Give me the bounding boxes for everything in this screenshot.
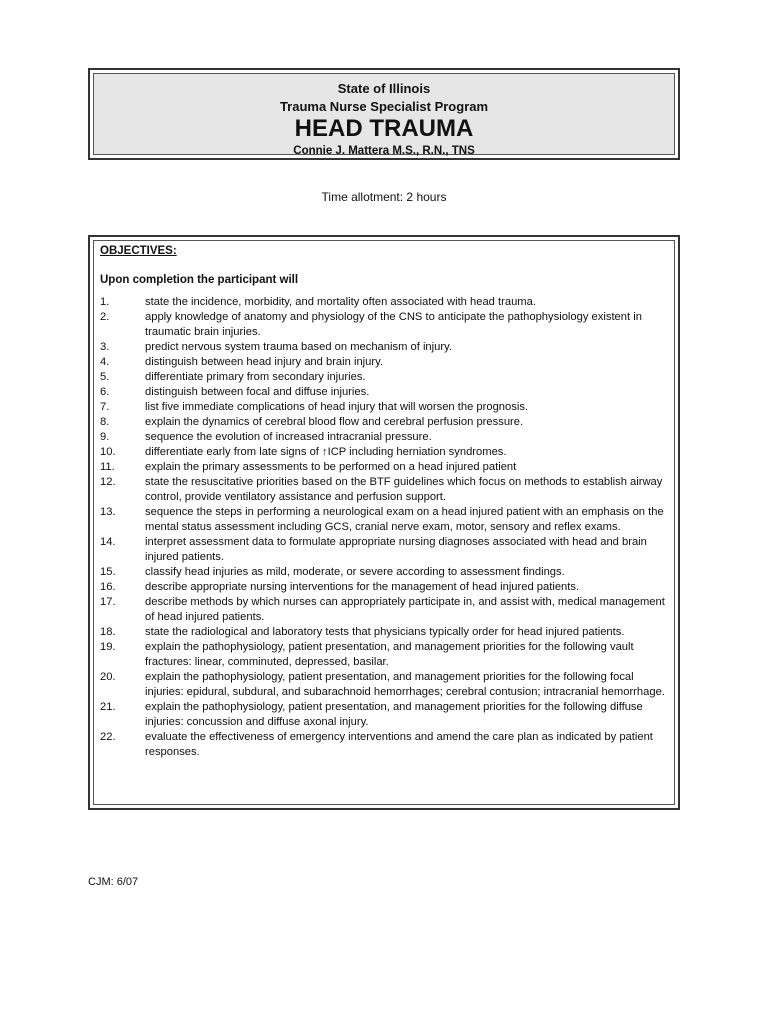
objective-text: describe methods by which nurses can appropriately participate in, and assist with, medical management of head injured patients.	[145, 596, 665, 623]
objective-item	[100, 700, 668, 730]
objective-item	[100, 385, 668, 400]
objective-item	[100, 625, 668, 640]
objective-item	[100, 400, 668, 415]
objective-text: state the incidence, morbidity, and mortality often associated with head trauma.	[145, 296, 536, 308]
title-panel	[93, 73, 675, 155]
objective-item	[100, 460, 668, 475]
objective-text: state the resuscitative priorities based on the BTF guidelines which focus on methods to establish airway control, provide ventilatory assistance and perfusion support.	[145, 476, 663, 503]
objective-item	[100, 415, 668, 430]
objectives-intro: Upon completion the participant will	[100, 274, 299, 286]
objective-number: 17.	[100, 596, 116, 608]
objective-number: 18.	[100, 626, 116, 638]
objective-item	[100, 730, 668, 760]
objective-number: 2.	[100, 311, 110, 323]
objective-number: 13.	[100, 506, 116, 518]
objective-number: 10.	[100, 446, 116, 458]
author-line: Connie J. Mattera M.S., R.N., TNS	[293, 145, 475, 157]
objective-number: 7.	[100, 401, 110, 413]
objective-item	[100, 505, 668, 535]
footer-revision: CJM: 6/07	[88, 876, 139, 888]
objective-item	[100, 310, 668, 340]
objective-text: explain the pathophysiology, patient presentation, and management priorities for the following focal injuries: epidural, subdural, and subarachnoid hemorrhages; cerebral contusion; intracranial hemorrhage.	[145, 671, 665, 698]
objective-number: 6.	[100, 386, 110, 398]
state-line: State of Illinois	[337, 81, 431, 96]
objective-number: 11.	[100, 461, 115, 473]
objective-number: 21.	[100, 701, 116, 713]
objective-number: 1.	[100, 296, 110, 308]
document-title: HEAD TRAUMA	[294, 115, 474, 142]
objective-item	[100, 430, 668, 445]
objective-item	[100, 565, 668, 580]
time-allotment: Time allotment: 2 hours	[321, 190, 447, 204]
objective-item	[100, 580, 668, 595]
objective-text: explain the pathophysiology, patient presentation, and management priorities for the following vault fractures: linear, comminuted, depressed, basilar.	[145, 641, 634, 668]
objective-text: interpret assessment data to formulate appropriate nursing diagnoses associated with head and brain injured patients.	[145, 536, 647, 563]
objective-text: distinguish between focal and diffuse injuries.	[145, 386, 370, 398]
objective-number: 4.	[100, 356, 110, 368]
objectives-heading: OBJECTIVES:	[100, 245, 177, 257]
objective-text: explain the primary assessments to be performed on a head injured patient	[145, 461, 517, 473]
objective-text: explain the dynamics of cerebral blood flow and cerebral perfusion pressure.	[145, 416, 524, 428]
objective-number: 16.	[100, 581, 116, 593]
objective-number: 15.	[100, 566, 116, 578]
objective-item	[100, 445, 668, 460]
objective-item	[100, 535, 668, 565]
objective-number: 19.	[100, 641, 116, 653]
objective-number: 22.	[100, 731, 116, 743]
objective-text: describe appropriate nursing interventions for the management of head injured patients.	[145, 581, 580, 593]
objective-number: 5.	[100, 371, 110, 383]
objective-text: state the radiological and laboratory tests that physicians typically order for head injured patients.	[145, 626, 625, 638]
objective-text: explain the pathophysiology, patient presentation, and management priorities for the following diffuse injuries: concussion and diffuse axonal injury.	[145, 701, 643, 728]
objective-number: 8.	[100, 416, 110, 428]
objective-text: classify head injuries as mild, moderate, or severe according to assessment findings.	[145, 566, 565, 578]
objective-item	[100, 370, 668, 385]
objective-text: predict nervous system trauma based on mechanism of injury.	[145, 341, 452, 353]
objective-text: distinguish between head injury and brain injury.	[145, 356, 383, 368]
objective-item	[100, 670, 668, 700]
objective-text: sequence the evolution of increased intracranial pressure.	[145, 431, 432, 443]
objective-text: differentiate primary from secondary injuries.	[145, 371, 366, 383]
program-line: Trauma Nurse Specialist Program	[279, 99, 489, 114]
objective-item	[100, 640, 668, 670]
objective-text: evaluate the effectiveness of emergency interventions and amend the care plan as indicated by patient responses.	[145, 731, 653, 758]
objectives-box	[88, 235, 680, 810]
objective-number: 3.	[100, 341, 110, 353]
objective-text: differentiate early from late signs of ↑ICP including herniation syndromes.	[145, 446, 507, 458]
objective-text: list five immediate complications of head injury that will worsen the prognosis.	[145, 401, 529, 413]
objective-item	[100, 595, 668, 625]
objective-number: 20.	[100, 671, 116, 683]
objective-number: 9.	[100, 431, 110, 443]
objective-item	[100, 295, 668, 310]
objective-number: 14.	[100, 536, 116, 548]
objective-item	[100, 475, 668, 505]
title-box	[88, 68, 680, 160]
objective-text: apply knowledge of anatomy and physiology of the CNS to anticipate the pathophysiology existent in traumatic brain injuries.	[145, 311, 642, 338]
objectives-list	[100, 295, 668, 760]
objectives-panel	[93, 240, 675, 805]
objective-number: 12.	[100, 476, 116, 488]
objective-item	[100, 355, 668, 370]
objective-text: sequence the steps in performing a neurological exam on a head injured patient with an emphasis on the mental status assessment including GCS, cranial nerve exam, motor, sensory and reflex exams.	[145, 506, 664, 533]
objective-item	[100, 340, 668, 355]
